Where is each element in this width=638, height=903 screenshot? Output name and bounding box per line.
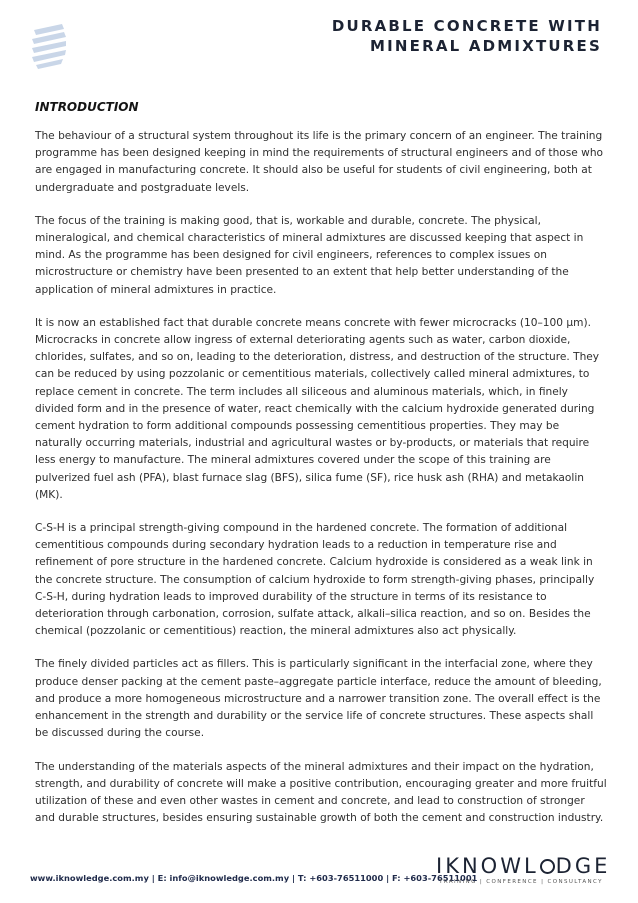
brand-tagline: TRAINING | CONFERENCE | CONSULTANCY: [439, 879, 603, 885]
page-title: [332, 16, 602, 56]
section-heading: INTRODUCTION: [35, 100, 139, 114]
page-title-line-1: DURABLE CONCRETE WITH: [331, 17, 602, 35]
document-body: [35, 100, 607, 843]
paragraph-6: The understanding of the materials aspects of the mineral admixtures and their impact on the hydration, strength, and durability of concrete will make a positive contribution, encouraging greater and more fruitful utilization of these and even other wastes in cement and concrete, and lead to construction of stronger and durable structures, besides ensuring sustainable growth of both the cement and construction industry.: [35, 760, 607, 825]
page-title-line-2: MINERAL ADMIXTURES: [370, 37, 602, 55]
brand-name-part-1: IKNOWL: [436, 854, 539, 878]
paragraph-3: It is now an established fact that durable concrete means concrete with fewer microcracks (10–100 μm). Microcracks in concrete allow ingress of external deteriorating agents such as water, carbon dioxide, chlorides, sulfates, and so on, leading to the deterioration, distress, and destruction of the structure. They can be reduced by using pozzolanic or cementitious materials, collectively called mineral admixtures, to replace cement in concrete. The term includes all siliceous and aluminous materials, which, in finely divided form and in the presence of water, react chemically with the calcium hydroxide generated during cement hydration to form additional compounds possessing cementitious properties. They may be naturally occurring materials, industrial and agricultural wastes or by-products, or materials that require less energy to manufacture. The mineral admixtures covered under the scope of this training are pulverized fuel ash (PFA), blast furnace slag (BFS), silica fume (SF), rice husk ash (RHA) and metakaolin (MK).: [35, 316, 600, 501]
ring-icon: [540, 859, 555, 874]
stacked-stripes-icon: [28, 22, 70, 70]
paragraph-1: The behaviour of a structural system throughout its life is the primary concern of an engineer. The training programme has been designed keeping in mind the requirements of structural engineers and of those who are engaged in manufacturing concrete. It should also be useful for students of civil engineering, both at undergraduate and postgraduate levels.: [35, 130, 604, 194]
paragraph-5: The finely divided particles act as fillers. This is particularly significant in the interfacial zone, where they produce denser packing at the cement paste–aggregate particle interface, reduce the amount of bleeding, and produce a more homogeneous microstructure and a narrower transition zone. The overall effect is the enhancement in the strength and durability or the service life of concrete structures. These aspects shall be discussed during the course.: [35, 658, 602, 740]
brand-logo: [436, 854, 611, 885]
brand-name: [436, 854, 611, 878]
paragraph-4: C-S-H is a principal strength-giving compound in the hardened concrete. The formation of additional cementitious compounds during secondary hydration leads to a reduction in temperature rise and refinement of pore structure in the hardened concrete. Calcium hydroxide is considered as a weak link in the concrete structure. The consumption of calcium hydroxide to form strength-giving phases, principally C-S-H, during hydration leads to improved durability of the structure in terms of its resistance to deterioration through carbonation, corrosion, sulfate attack, alkali–silica reaction, and so on. Besides the chemical (pozzolanic or cementitious) reaction, the mineral admixtures also act physically.: [35, 522, 595, 638]
paragraph-2: The focus of the training is making good, that is, workable and durable, concrete. The physical, mineralogical, and chemical characteristics of mineral admixtures are discussed keeping that aspect in mind. As the programme has been designed for civil engineers, references to complex issues on microstructure or chemistry have been presented to an extent that help better understanding of the application of mineral admixtures in practice.: [35, 214, 584, 296]
footer-contact-info: www.iknowledge.com.my | E: info@iknowledge.com.my | T: +603-76511000 | F: +603-76511001: [30, 873, 478, 883]
brand-name-part-2: DGE: [555, 854, 611, 878]
